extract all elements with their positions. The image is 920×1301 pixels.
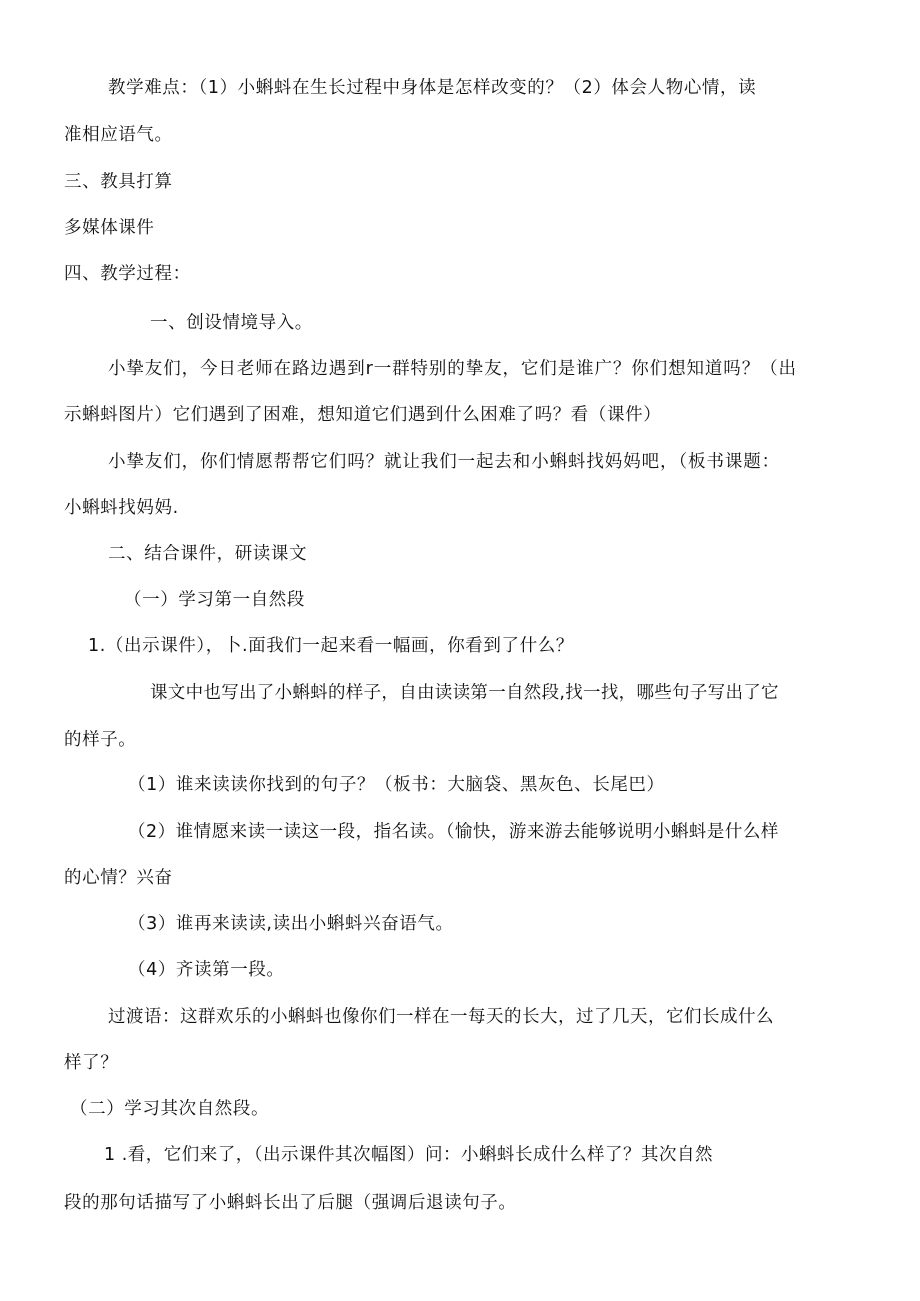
text-line-item-1: （1）谁来读读你找到的句子？（板书：大脑袋、黑灰色、长尾巴） xyxy=(128,775,665,795)
text-line-item-4: （4）齐读第一段。 xyxy=(128,960,285,980)
text-line-step-2: 1 .看，它们来了，（出示课件其次幅图）问：小蝌蚪长成什么样了？其次自然 xyxy=(104,1145,714,1165)
text-line-item-3: （3）谁再来读读,读出小蝌蚪兴奋语气。 xyxy=(128,914,454,934)
text-line-intro-2: 示蝌蚪图片）它们遇到了困难，想知道它们遇到什么困难了吗？看（课件） xyxy=(64,405,662,425)
text-line-step-2-cont: 段的那句话描写了小蝌蚪长出了后腿（强调后退读句子。 xyxy=(64,1193,517,1213)
text-line-intro-1: 小挚友们，今日老师在路边遇到r一群特别的挚友，它们是谁广？你们想知道吗？（出 xyxy=(108,359,797,379)
text-line-transition-cont: 样了？ xyxy=(64,1053,119,1073)
heading-study-text: 二、结合课件，研读课文 xyxy=(108,544,308,564)
heading-paragraph-two: （二）学习其次自然段。 xyxy=(70,1099,270,1119)
text-line-item-2: （2）谁情愿来读一读这一段，指名读。（愉快，游来游去能够说明小蝌蚪是什么样 xyxy=(128,822,779,842)
heading-teaching-process: 四、教学过程： xyxy=(64,264,191,284)
text-line-title: 小蝌蚪找妈妈. xyxy=(64,498,179,518)
text-line-read-1: 课文中也写出了小蝌蚪的样子，自由读读第一自然段,找一找，哪些句子写出了它 xyxy=(150,683,779,703)
heading-teaching-aids: 三、教具打算 xyxy=(64,172,173,192)
text-line-tone: 准相应语气。 xyxy=(64,125,173,145)
heading-introduction: 一、创设情境导入。 xyxy=(150,313,313,333)
text-line-read-2: 的样子。 xyxy=(64,730,137,750)
text-line-intro-3: 小挚友们，你们情愿帮帮它们吗？就让我们一起去和小蝌蚪找妈妈吧，（板书课题： xyxy=(108,452,781,472)
heading-paragraph-one: （一）学习第一自然段 xyxy=(124,590,305,610)
text-line-transition: 过渡语：这群欢乐的小蝌蚪也像你们一样在一每天的长大，过了几天，它们长成什么 xyxy=(108,1007,774,1027)
text-line-teaching-difficulty: 教学难点：（1）小蝌蚪在生长过程中身体是怎样改变的？（2）体会人物心情，读 xyxy=(108,78,757,98)
text-line-multimedia: 多媒体课件 xyxy=(64,218,155,238)
text-line-step-1: 1.（出示课件），卜.面我们一起来看一幅画，你看到了什么？ xyxy=(88,636,574,656)
text-line-item-2-cont: 的心情？兴奋 xyxy=(64,868,173,888)
